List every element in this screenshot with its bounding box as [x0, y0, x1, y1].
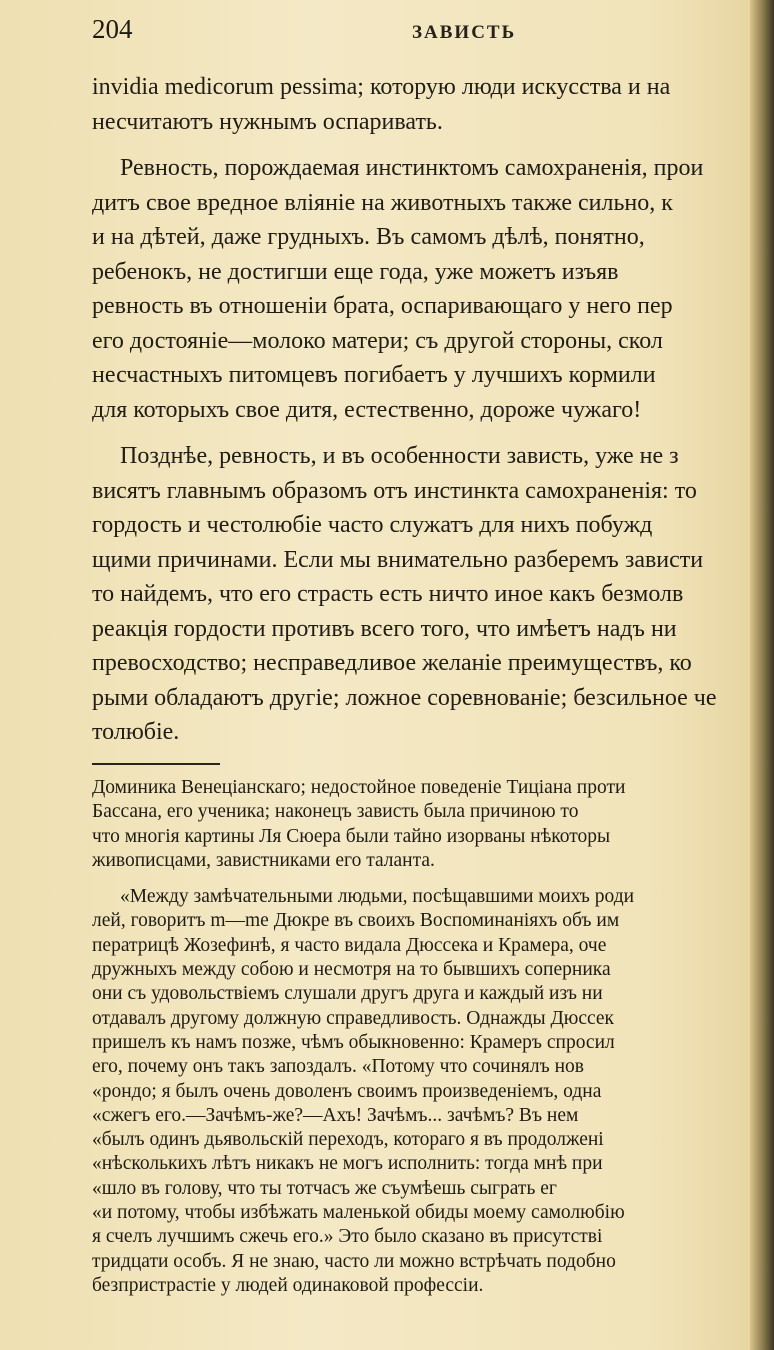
running-title: ЗАВИСТЬ — [412, 22, 517, 43]
text-line: рыми обладаютъ другіе; ложное соревнованіе; безсильное че — [92, 684, 717, 711]
text-line: несчастныхъ питомцевъ погибаетъ у лучшихъ кормили — [92, 362, 656, 388]
footnote-text — [92, 776, 772, 1298]
footnote-line: они съ удовольствіемъ слушали другъ друга и каждый изъ ни — [92, 983, 603, 1005]
text-line: ревность въ отношеніи брата, оспаривающаго у него пер — [92, 293, 673, 319]
text-line: invidia medicorum pessima; которую люди искусства и на — [92, 74, 671, 100]
footnote-line: Доминика Венеціанскаго; недостойное поведеніе Тиціана проти — [92, 777, 626, 798]
footnote-line: «Между замѣчательными людьми, посѣщавшими моихъ роди — [120, 886, 635, 908]
footnote-line: дружныхъ между собою и несмотря на то бывшихъ соперника — [92, 959, 611, 981]
footnote-line: «рондо; я былъ очень доволенъ своимъ произведеніемъ, одна — [92, 1080, 602, 1102]
text-line: то найдемъ, что его страсть есть ничто иное какъ безмолв — [92, 581, 684, 607]
text-line: Ревность, порождаемая инстинктомъ самохраненія, прои — [120, 155, 704, 181]
footnote-line: что многія картины Ля Сюера были тайно изорваны нѣкоторы — [92, 825, 611, 847]
footnote-line: тридцати особъ. Я не знаю, часто ли можно встрѣчать подобно — [92, 1250, 616, 1272]
text-line: Позднѣе, ревность, и въ особенности зависть, уже не з — [120, 443, 679, 469]
page-header — [92, 14, 752, 46]
footnote-line: «былъ одинъ дьявольскій переходъ, котораго я въ продолжені — [92, 1129, 604, 1151]
text-line: его достояніе—молоко матери; съ другой стороны, скол — [92, 327, 663, 354]
footnote-line: безпристрастіе у людей одинаковой профессіи. — [92, 1274, 484, 1296]
text-line: несчитаютъ нужнымъ оспаривать. — [92, 108, 443, 135]
text-line: дитъ свое вредное вліяніе на животныхъ также сильно, к — [92, 189, 673, 216]
footnote-line: пришелъ къ намъ позже, чѣмъ обыкновенно: Крамеръ спросил — [92, 1031, 615, 1053]
footnote-line: его, почему онъ такъ запоздалъ. «Потому что сочинялъ нов — [92, 1056, 584, 1078]
footnote-rule — [92, 763, 220, 765]
footnote-line: лей, говоритъ m—me Дюкре въ своихъ Воспоминаніяхъ объ им — [92, 910, 620, 932]
footnote-line: «нѣсколькихъ лѣтъ никакъ не могъ исполнить: тогда мнѣ при — [92, 1153, 603, 1175]
footnote-line: я счелъ лучшимъ сжечь его.» Это было сказано въ присутстві — [92, 1226, 603, 1248]
footnote-line: ператрицѣ Жозефинѣ, я часто видала Дюссека и Крамера, оче — [92, 934, 607, 956]
main-text — [92, 70, 772, 750]
text-line: толюбіе. — [92, 719, 180, 745]
text-line: для которыхъ свое дитя, естественно, дороже чужаго! — [92, 396, 642, 423]
text-line: висятъ главнымъ образомъ отъ инстинкта самохраненія: то — [92, 477, 697, 504]
page-number: 204 — [92, 14, 133, 44]
text-line: ребенокъ, не достигши еще года, уже можетъ изъяв — [92, 258, 619, 285]
text-line: щими причинами. Если мы внимательно разберемъ зависти — [92, 546, 704, 573]
footnote-line: Бассана, его ученика; наконецъ зависть была причиною то — [92, 801, 579, 823]
footnote-line: «сжегъ его.—Зачѣмъ-же?—Ахъ! Зачѣмъ... зачѣмъ? Въ нем — [92, 1104, 579, 1126]
text-line: гордость и честолюбіе часто служатъ для нихъ побужд — [92, 512, 653, 538]
footnote-line: живописцами, завистниками его таланта. — [92, 849, 435, 871]
text-line: превосходство; несправедливое желаніе преимуществъ, ко — [92, 650, 692, 676]
footnote-line: «и потому, чтобы избѣжать маленькой обиды моему самолюбію — [92, 1202, 625, 1224]
footnote-line: отдавалъ другому должную справедливость. Однажды Дюссек — [92, 1007, 615, 1029]
text-line: реакція гордости противъ всего того, что имѣетъ надъ ни — [92, 615, 677, 642]
footnote-line: «шло въ голову, что ты тотчасъ же съумѣешь сыграть ег — [92, 1177, 557, 1199]
binding-shadow — [750, 0, 774, 1350]
text-line: и на дѣтей, даже грудныхъ. Въ самомъ дѣлѣ, понятно, — [92, 224, 645, 250]
